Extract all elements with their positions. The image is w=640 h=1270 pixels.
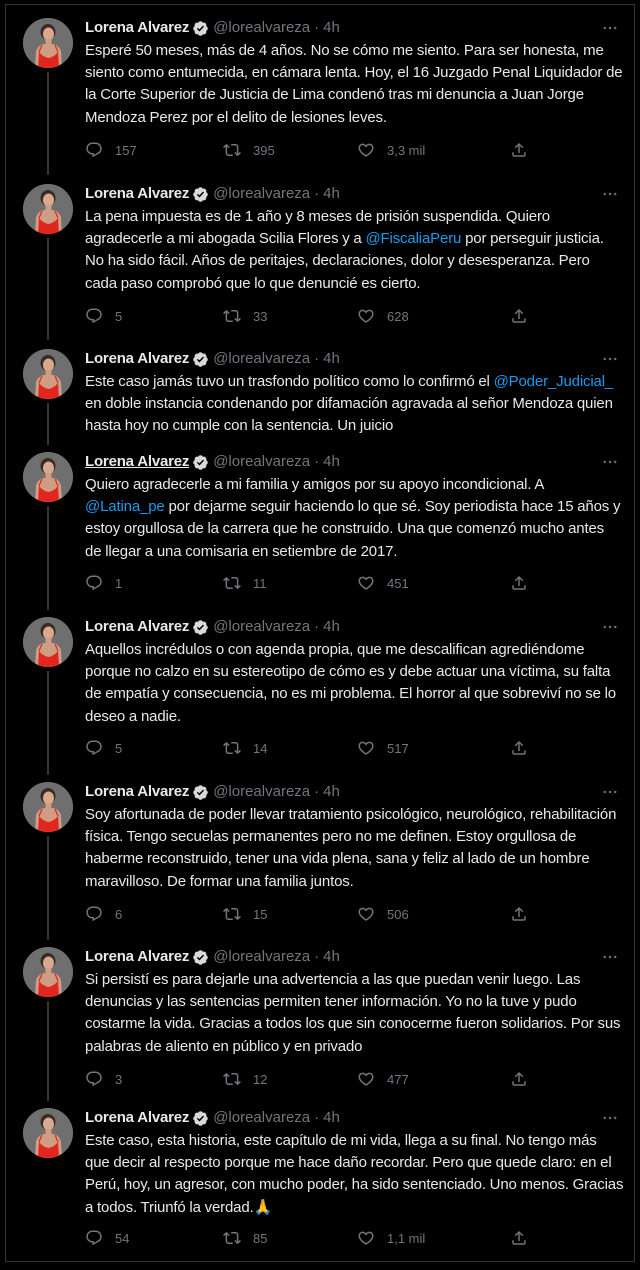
mention-link[interactable]: @Latina_pe [85, 498, 165, 516]
retweet-count: 12 [253, 1071, 268, 1087]
verified-badge-icon [192, 619, 209, 636]
tweet-actions [85, 573, 535, 593]
avatar[interactable] [23, 782, 73, 832]
separator-dot: · [314, 185, 320, 202]
verified-badge-icon [192, 351, 209, 368]
tweet-timestamp[interactable]: 4h [323, 185, 340, 202]
like-button[interactable] [357, 1228, 425, 1248]
share-icon [510, 1229, 528, 1247]
tweet-text-segment: Aquellos incrédulos o con agenda propia, que me descalifican agrediéndome porque no calzo en su estereotipo de cómo es y debe actuar una víctima, su falta de empatía y consecuencia, no es mi problema. El horror al que sobreviví no se lo deseo a nadie. [85, 641, 616, 725]
retweet-icon [223, 739, 241, 757]
share-button[interactable] [510, 573, 528, 593]
author-handle[interactable]: @lorealvareza [213, 185, 311, 202]
tweet-header [85, 1108, 624, 1128]
like-count: 451 [387, 575, 409, 591]
heart-icon [357, 739, 375, 757]
share-button[interactable] [510, 140, 528, 160]
retweet-button[interactable] [223, 140, 275, 160]
retweet-button[interactable] [223, 738, 267, 758]
tweet-text-segment: La pena impuesta es de 1 año y 8 meses de prisión suspendida. Quiero agradecerle a mi abogada Scilia Flores y a [85, 208, 551, 248]
tweet-actions [85, 904, 535, 924]
retweet-icon [223, 574, 241, 592]
tweet-text [85, 639, 624, 728]
avatar-photo-icon [23, 782, 73, 832]
more-horizontal-icon [601, 783, 619, 801]
author-name[interactable]: Lorena Alvarez [85, 1109, 190, 1126]
more-horizontal-icon [601, 1109, 619, 1127]
author-handle[interactable]: @lorealvareza [213, 1109, 311, 1126]
tweet-actions [85, 306, 535, 326]
avatar[interactable] [23, 184, 73, 234]
like-button[interactable] [357, 904, 409, 924]
retweet-icon [223, 141, 241, 159]
tweet-header [85, 947, 624, 967]
avatar-photo-icon [23, 18, 73, 68]
like-count: 3,3 mil [387, 142, 426, 158]
more-options-button[interactable] [598, 947, 622, 967]
more-options-button[interactable] [598, 452, 622, 472]
reply-icon [85, 1229, 103, 1247]
retweet-button[interactable] [223, 904, 267, 924]
tweet-timestamp[interactable]: 4h [323, 453, 340, 470]
reply-icon [85, 739, 103, 757]
reply-icon [85, 574, 103, 592]
tweet-header [85, 782, 624, 802]
retweet-count: 85 [253, 1230, 268, 1246]
separator-dot: · [314, 1109, 320, 1126]
tweet-header [85, 349, 624, 369]
tweet-timestamp[interactable]: 4h [323, 19, 340, 36]
reply-button[interactable] [85, 140, 137, 160]
thread-connector-line [47, 238, 49, 340]
like-count: 628 [387, 308, 409, 324]
avatar-photo-icon [23, 184, 73, 234]
heart-icon [357, 1070, 375, 1088]
tweet-header [85, 184, 624, 204]
share-button[interactable] [510, 1228, 528, 1248]
like-button[interactable] [357, 140, 425, 160]
retweet-count: 395 [253, 142, 275, 158]
like-count: 506 [387, 906, 409, 922]
reply-count: 157 [115, 142, 137, 158]
more-options-button[interactable] [598, 18, 622, 38]
like-count: 477 [387, 1071, 409, 1087]
separator-dot: · [314, 783, 320, 800]
reply-icon [85, 141, 103, 159]
thread-connector-line [47, 671, 49, 775]
tweet-text [85, 804, 624, 893]
reply-button[interactable] [85, 1069, 122, 1089]
verified-badge-icon [192, 20, 209, 37]
separator-dot: · [314, 453, 320, 470]
reply-count: 5 [115, 308, 123, 324]
like-count: 1,1 mil [387, 1230, 426, 1246]
avatar-photo-icon [23, 349, 73, 399]
tweet-text-segment: Esperé 50 meses, más de 4 años. No se cómo me siento. Para ser honesta, me siento como entumecida, en cámara lenta. Hoy, el 16 Juzgado Penal Liquidador de la Corte Superior de Justicia de Lima condenó tras mi denuncia a Juan Jorge Mendoza Perez por el delito de lesiones leves. [85, 42, 623, 126]
tweet-text-segment: por dejarme seguir haciendo lo que sé. Soy periodista hace 15 años y estoy orgullosa de la carrera que he construido. Una que comenzó mucho antes de llegar a una comisaria en setiembre de 2017. [85, 498, 621, 560]
retweet-icon [223, 1229, 241, 1247]
avatar[interactable] [23, 18, 73, 68]
verified-badge-icon [192, 1110, 209, 1127]
share-icon [510, 574, 528, 592]
tweet-timestamp[interactable]: 4h [323, 1109, 340, 1126]
avatar-photo-icon [23, 617, 73, 667]
like-button[interactable] [357, 1069, 409, 1089]
tweet-timestamp[interactable]: 4h [323, 618, 340, 635]
verified-badge-icon [192, 186, 209, 203]
author-handle[interactable]: @lorealvareza [213, 783, 311, 800]
avatar-photo-icon [23, 1108, 73, 1158]
avatar[interactable] [23, 1108, 73, 1158]
tweet-actions [85, 140, 535, 160]
author-handle[interactable]: @lorealvareza [213, 350, 311, 367]
tweet-actions [85, 1228, 535, 1248]
like-button[interactable] [357, 738, 409, 758]
thread-connector-line [47, 72, 49, 175]
more-options-button[interactable] [598, 617, 622, 637]
tweet-text-segment: por perseguir justicia. No ha sido fácil. Años de peritajes, declaraciones, dolor y desesperanza. Pero cada paso comprobó que lo que denuncié es cierto. [85, 230, 604, 292]
share-icon [510, 307, 528, 325]
tweet-timestamp[interactable]: 4h [323, 948, 340, 965]
author-handle[interactable]: @lorealvareza [213, 948, 311, 965]
share-button[interactable] [510, 904, 528, 924]
verified-badge-icon [192, 454, 209, 471]
author-handle[interactable]: @lorealvareza [213, 453, 311, 470]
separator-dot: · [314, 948, 320, 965]
reply-button[interactable] [85, 306, 122, 326]
share-button[interactable] [510, 1069, 528, 1089]
more-options-button[interactable] [598, 184, 622, 204]
retweet-icon [223, 905, 241, 923]
reply-button[interactable] [85, 573, 122, 593]
tweet-timestamp[interactable]: 4h [323, 783, 340, 800]
separator-dot: · [314, 618, 320, 635]
more-horizontal-icon [601, 453, 619, 471]
more-horizontal-icon [601, 185, 619, 203]
mention-link[interactable]: @FiscaliaPeru [365, 230, 462, 248]
reply-icon [85, 1070, 103, 1088]
tweet-header [85, 617, 624, 637]
tweet-timestamp[interactable]: 4h [323, 350, 340, 367]
thread-connector-line [47, 1001, 49, 1101]
retweet-button[interactable] [223, 573, 267, 593]
more-horizontal-icon [601, 948, 619, 966]
tweet-text-segment: Si persistí es para dejarle una advertencia a las que puedan venir luego. Las denuncias y las sentencias permiten tener información. Yo no la tuve y pudo costarme la vida. Gracias a todos los que sin conocerme fueron solidarios. Por sus palabras de aliento en público y en privado [85, 971, 621, 1055]
retweet-count: 14 [253, 740, 268, 756]
author-handle[interactable]: @lorealvareza [213, 19, 311, 36]
avatar[interactable] [23, 349, 73, 399]
heart-icon [357, 307, 375, 325]
heart-icon [357, 574, 375, 592]
tweet-text-segment: Soy afortunada de poder llevar tratamiento psicológico, neurológico, rehabilitación física. Tengo secuelas permanentes pero no me definen. Estoy orgullosa de haberme reconstruido, tener una vida plena, sana y feliz al lado de un hombre maravilloso. De formar una familia juntos. [85, 806, 617, 890]
more-horizontal-icon [601, 19, 619, 37]
avatar-photo-icon [23, 947, 73, 997]
author-name[interactable]: Lorena Alvarez [85, 948, 190, 965]
author-name[interactable]: Lorena Alvarez [85, 185, 190, 202]
thread-connector-line [47, 836, 49, 940]
share-icon [510, 1070, 528, 1088]
retweet-button[interactable] [223, 1228, 267, 1248]
mention-link[interactable]: @Poder_Judicial_ [493, 373, 614, 390]
tweet-actions [85, 738, 535, 758]
like-button[interactable] [357, 573, 409, 593]
author-name[interactable]: Lorena Alvarez [85, 783, 190, 800]
tweet-text-segment: Este caso jamás tuvo un trasfondo político como lo confirmó el [85, 373, 494, 390]
tweet-text-segment: en doble instancia condenando por difamación agravada al señor Mendoza quien hasta hoy no cumple con la sentencia. Un juicio [85, 395, 613, 434]
verified-badge-icon [192, 949, 209, 966]
verified-badge-icon [192, 784, 209, 801]
tweet-text [85, 1130, 624, 1219]
tweet-text [85, 40, 624, 129]
share-icon [510, 905, 528, 923]
reply-count: 54 [115, 1230, 130, 1246]
reply-count: 5 [115, 740, 123, 756]
tweet-text [85, 206, 624, 295]
heart-icon [357, 141, 375, 159]
author-name[interactable]: Lorena Alvarez [85, 19, 190, 36]
reply-icon [85, 307, 103, 325]
avatar-photo-icon [23, 452, 73, 502]
more-options-button[interactable] [598, 349, 622, 369]
retweet-button[interactable] [223, 1069, 267, 1089]
heart-icon [357, 905, 375, 923]
tweet-text [85, 371, 624, 434]
retweet-icon [223, 1070, 241, 1088]
tweet-text [85, 474, 624, 563]
share-icon [510, 141, 528, 159]
share-icon [510, 739, 528, 757]
author-name[interactable]: Lorena Alvarez [85, 350, 190, 367]
more-horizontal-icon [601, 350, 619, 368]
separator-dot: · [314, 19, 320, 36]
avatar[interactable] [23, 617, 73, 667]
author-handle[interactable]: @lorealvareza [213, 618, 311, 635]
retweet-count: 33 [253, 308, 268, 324]
like-count: 517 [387, 740, 409, 756]
avatar[interactable] [23, 947, 73, 997]
tweet-header [85, 452, 624, 472]
reply-count: 6 [115, 906, 123, 922]
separator-dot: · [314, 350, 320, 367]
thread-connector-line [47, 506, 49, 610]
share-button[interactable] [510, 738, 528, 758]
more-options-button[interactable] [598, 782, 622, 802]
retweet-icon [223, 307, 241, 325]
retweet-count: 11 [253, 575, 267, 591]
tweet-header [85, 18, 624, 38]
retweet-count: 15 [253, 906, 268, 922]
reply-button[interactable] [85, 1228, 129, 1248]
reply-icon [85, 905, 103, 923]
share-button[interactable] [510, 306, 528, 326]
reply-button[interactable] [85, 738, 122, 758]
thread-connector-line [47, 403, 49, 445]
author-name[interactable]: Lorena Alvarez [85, 618, 190, 635]
retweet-button[interactable] [223, 306, 267, 326]
tweet-actions [85, 1069, 535, 1089]
avatar[interactable] [23, 452, 73, 502]
tweet-text-segment: Quiero agradecerle a mi familia y amigos por su apoyo incondicional. A [85, 476, 544, 493]
heart-icon [357, 1229, 375, 1247]
more-horizontal-icon [601, 618, 619, 636]
tweet-text-segment: Este caso, esta historia, este capítulo de mi vida, llega a su final. No tengo más que decir al respecto porque me hace daño recordar. Pero que quede claro: en el Perú, hoy, un agresor, con mucho poder, ha sido sentenciado. Uno menos. Gracias a todos. Triunfó la verdad.🙏 [85, 1132, 624, 1216]
author-name[interactable]: Lorena Alvarez [85, 453, 190, 470]
more-options-button[interactable] [598, 1108, 622, 1128]
tweet-text [85, 969, 624, 1058]
reply-count: 1 [115, 575, 123, 591]
like-button[interactable] [357, 306, 409, 326]
reply-button[interactable] [85, 904, 122, 924]
reply-count: 3 [115, 1071, 123, 1087]
